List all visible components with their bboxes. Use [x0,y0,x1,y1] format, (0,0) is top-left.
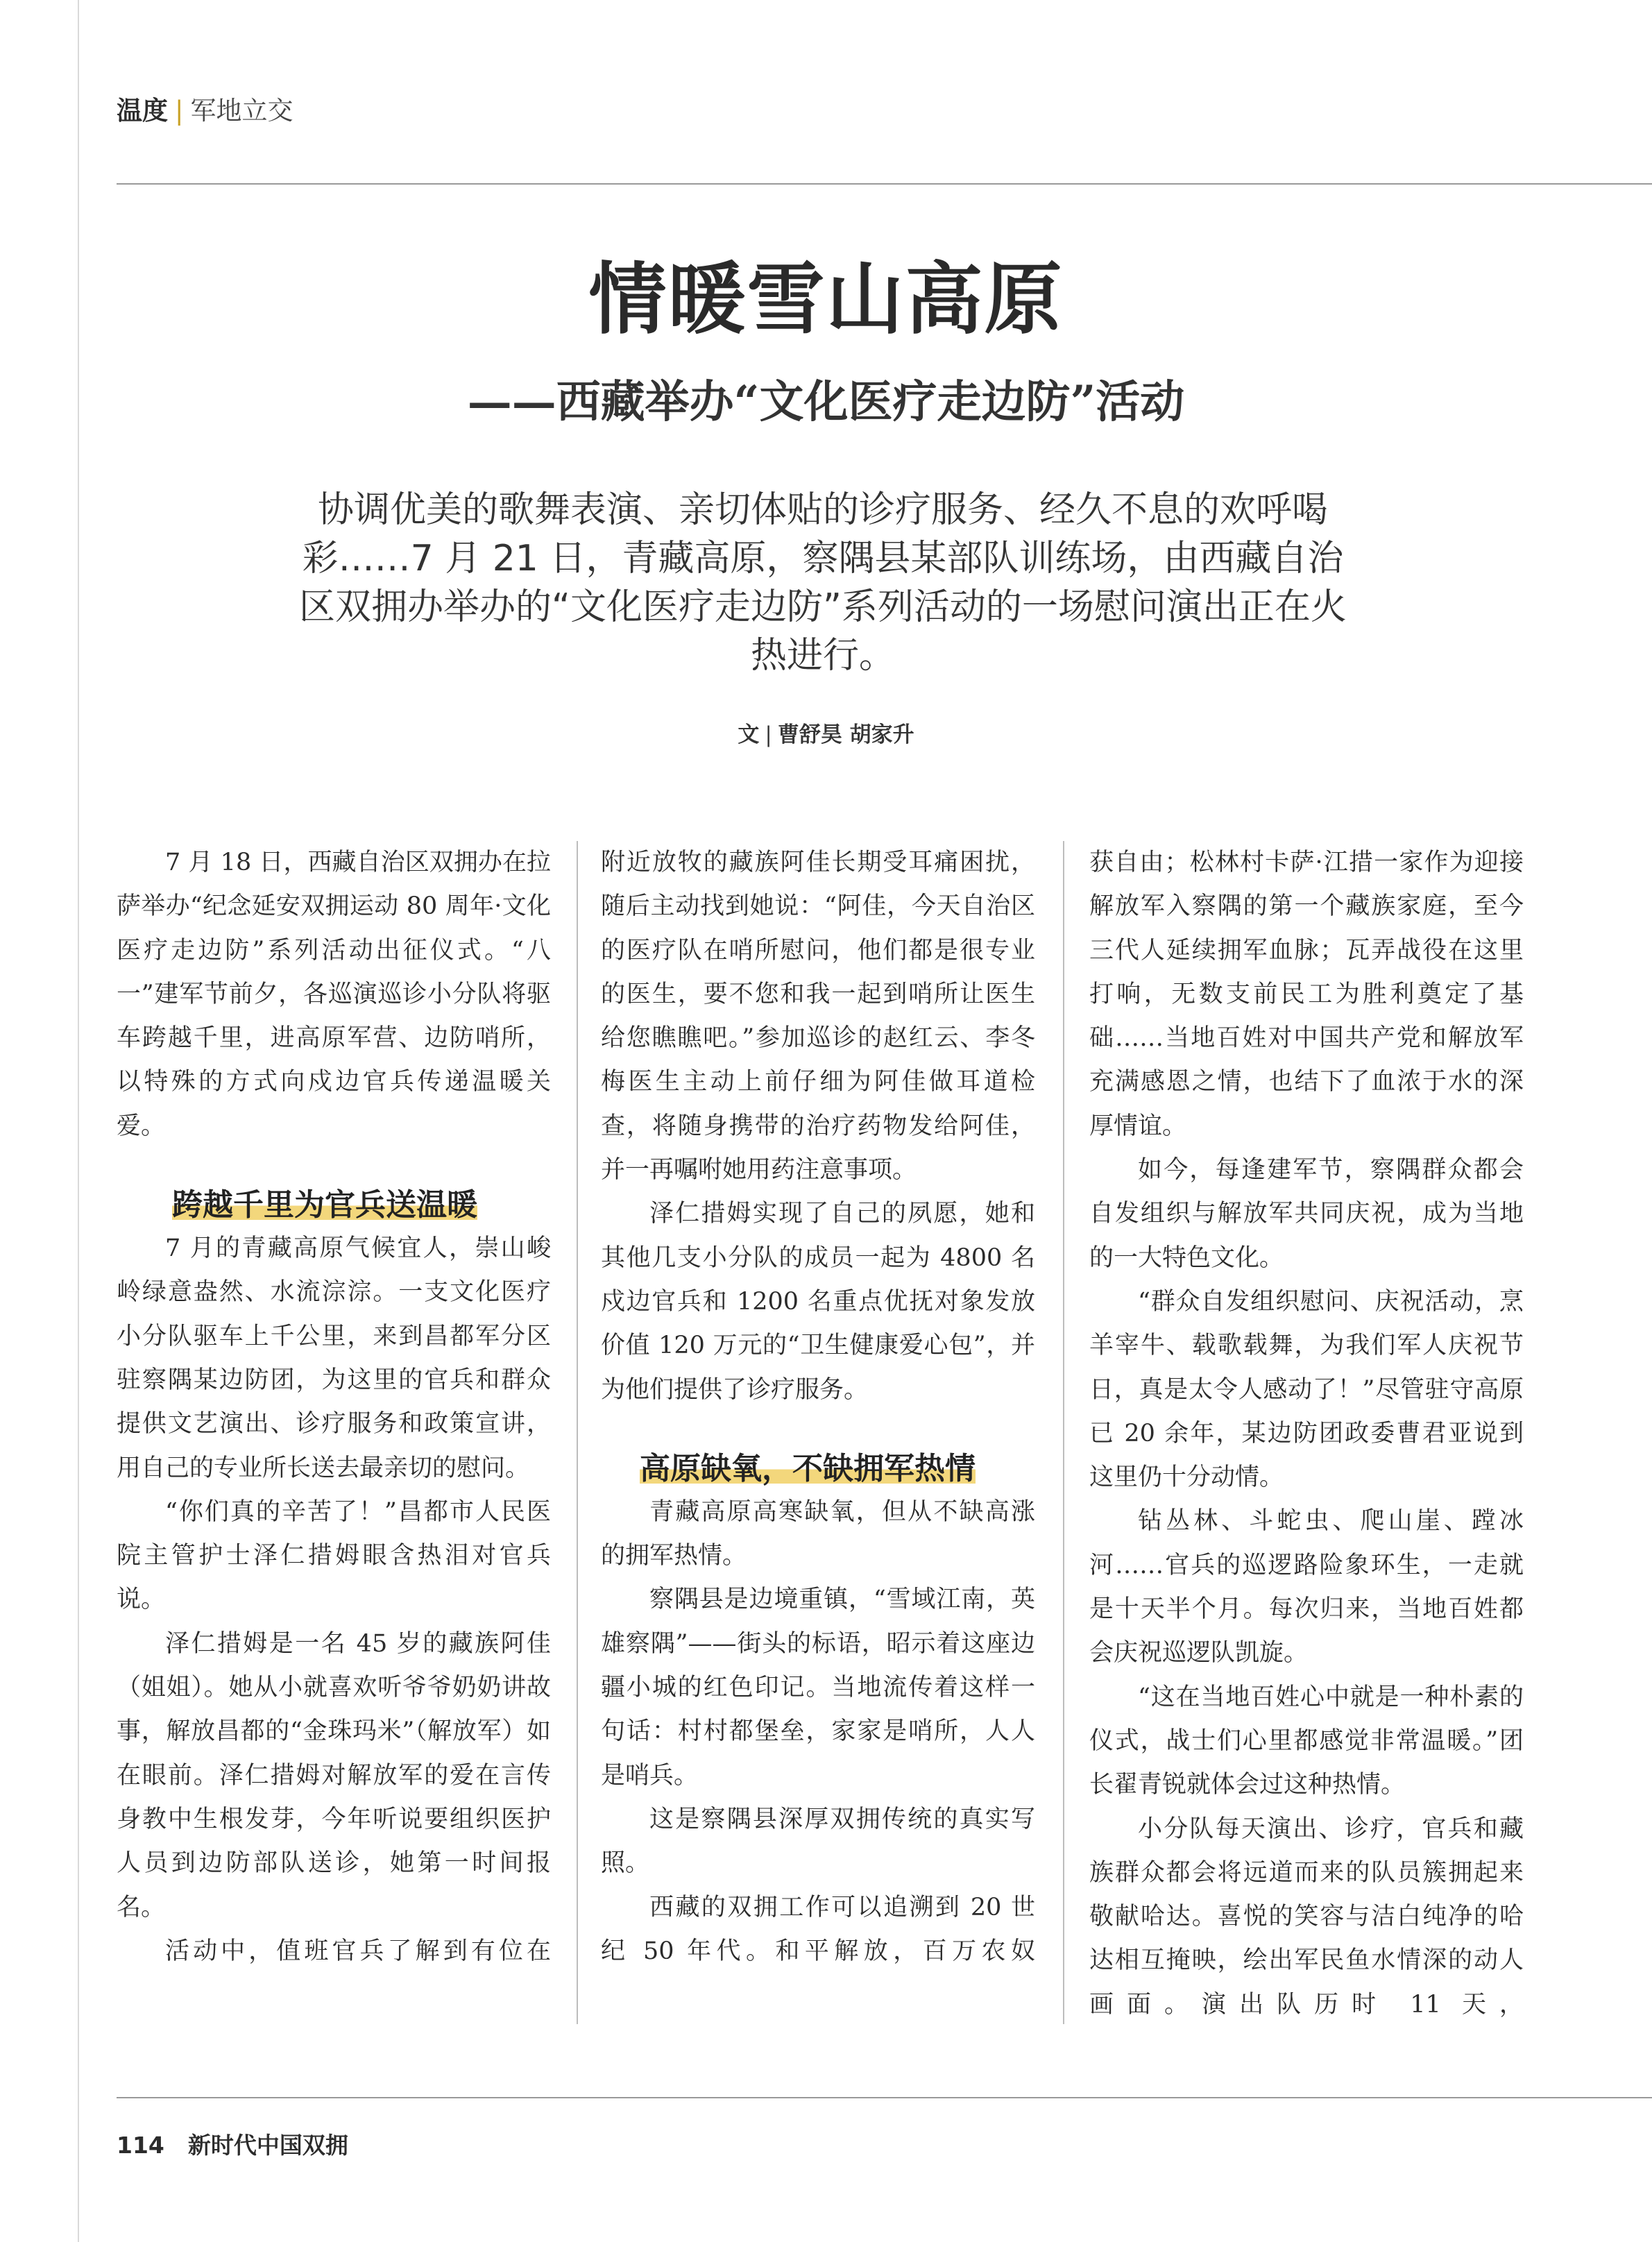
paragraph: 西藏的双拥工作可以追溯到 20 世纪 50 年代。和平解放，百万农奴 [601,1893,1035,1965]
section-heading-text: 高原缺氧，不缺拥军热情 [640,1450,976,1486]
article-subtitle: ——西藏举办“文化医疗走边防”活动 [467,376,1185,428]
paragraph: “你们真的辛苦了！”昌都市人民医院主管护士泽仁措姆眼含热泪对官兵说。 [117,1497,551,1614]
article-lede: 协调优美的歌舞表演、亲切体贴的诊疗服务、经久不息的欢呼喝彩……7 月 21 日，青藏高原，察隅县某部队训练场，由西藏自治区双拥办举办的“文化医疗走边防”系列活动的一场慰问演出正在火热进行。 [299,489,1347,677]
paragraph: 泽仁措姆实现了自己的夙愿，她和其他几支小分队的成员一起为 4800 名戍边官兵和 1200 名重点优抚对象发放价值 120 万元的“卫生健康爱心包”，并为他们提供了诊疗服务。 [601,1200,1035,1404]
paragraph: 活动中，值班官兵了解到有位在 [165,1937,551,1965]
paragraph: 泽仁措姆是一名 45 岁的藏族阿佳（姐姐）。她从小就喜欢听爷爷奶奶讲故事，解放昌都的“金珠玛米”（解放军）如在眼前。泽仁措姆对解放军的爱在言传身教中生根发芽，今年听说要组织医护人员到边防部队送诊，她第一时间报名。 [117,1629,551,1921]
body-column-1 [117,841,551,1973]
paragraph-continued: 获自由；松林村卡萨·江措一家作为迎接解放军入察隅的第一个藏族家庭，至今三代人延续拥军血脉；瓦弄战役在这里打响，无数支前民工为胜利奠定了基础……当地百姓对中国共产党和解放军充满感恩之情，也结下了血浓于水的深厚情谊。 [1089,849,1524,1140]
header-rule [117,183,1652,185]
paragraph: 钻丛林、斗蛇虫、爬山崖、蹚冰河……官兵的巡逻路险象环生，一走就是十天半个月。每次归来，当地百姓都会庆祝巡逻队凯旋。 [1089,1507,1524,1667]
article-title: 情暖雪山高原 [588,255,1064,345]
section-heading [601,1447,1035,1491]
paragraph: 如今，每逢建军节，察隅群众都会自发组织与解放军共同庆祝，成为当地的一大特色文化。 [1089,1156,1524,1272]
page-footer [117,2130,348,2161]
section-name: 温度 [117,96,168,126]
paragraph-continued: 附近放牧的藏族阿佳长期受耳痛困扰，随后主动找到她说：“阿佳，今天自治区的医疗队在哨所慰问，他们都是很专业的医生，要不您和我一起到哨所让医生给您瞧瞧吧。”参加巡诊的赵红云、李冬梅医生主动上前仔细为阿佳做耳道检查，将随身携带的治疗药物发给阿佳，并一再嘱咐她用药注意事项。 [601,849,1035,1184]
paragraph: 这是察隅县深厚双拥传统的真实写照。 [601,1805,1035,1878]
byline-separator: | [765,722,772,747]
footer-rule [117,2097,1652,2098]
subsection-name: 军地立交 [190,96,293,126]
magazine-name: 新时代中国双拥 [187,2132,348,2159]
byline-label: 文 [738,722,760,747]
paragraph: 7 月 18 日，西藏自治区双拥办在拉萨举办“纪念延安双拥运动 80 周年·文化医疗走边防”系列活动出征仪式。“八一”建军节前夕，各巡演巡诊小分队将驱车跨越千里，进高原军营、边防哨所，以特殊的方式向戍边官兵传递温暖关爱。 [117,849,551,1140]
article-byline [0,720,1652,749]
section-separator: | [175,96,184,126]
paragraph: 7 月的青藏高原气候宜人，崇山峻岭绿意盎然、水流淙淙。一支文化医疗小分队驱车上千公里，来到昌都军分区驻察隅某边防团，为这里的官兵和群众提供文艺演出、诊疗服务和政策宣讲，用自己的专业所长送去最亲切的慰问。 [117,1234,551,1482]
section-header [117,94,293,128]
section-heading [117,1183,551,1227]
body-column-3 [1089,841,1524,2027]
body-column-2 [601,841,1035,1973]
paragraph: 察隅县是边境重镇，“雪域江南，英雄察隅”——街头的标语，昭示着这座边疆小城的红色印记。当地流传着这样一句话：村村都堡垒，家家是哨所，人人是哨兵。 [601,1586,1035,1790]
page-number: 114 [117,2132,164,2159]
section-heading-text: 跨越千里为官兵送温暖 [172,1187,477,1223]
column-divider [1063,841,1064,2024]
column-divider [577,841,578,2024]
paragraph: “这在当地百姓心中就是一种朴素的仪式，战士们心里都感觉非常温暖。”团长翟青锐就体会过这种热情。 [1089,1683,1524,1799]
paragraph: 青藏高原高寒缺氧，但从不缺高涨的拥军热情。 [601,1497,1035,1570]
paragraph: 小分队每天演出、诊疗，官兵和藏族群众都会将远道而来的队员簇拥起来敬献哈达。喜悦的笑容与洁白纯净的哈达相互掩映，绘出军民鱼水情深的动人画面。演出队历时 11 天， [1089,1815,1524,2019]
byline-authors: 曹舒昊 胡家升 [777,722,914,747]
paragraph: “群众自发组织慰问、庆祝活动，烹羊宰牛、载歌载舞，为我们军人庆祝节日，真是太令人感动了！”尽管驻守高原已 20 余年，某边防团政委曹君亚说到这里仍十分动情。 [1089,1287,1524,1492]
